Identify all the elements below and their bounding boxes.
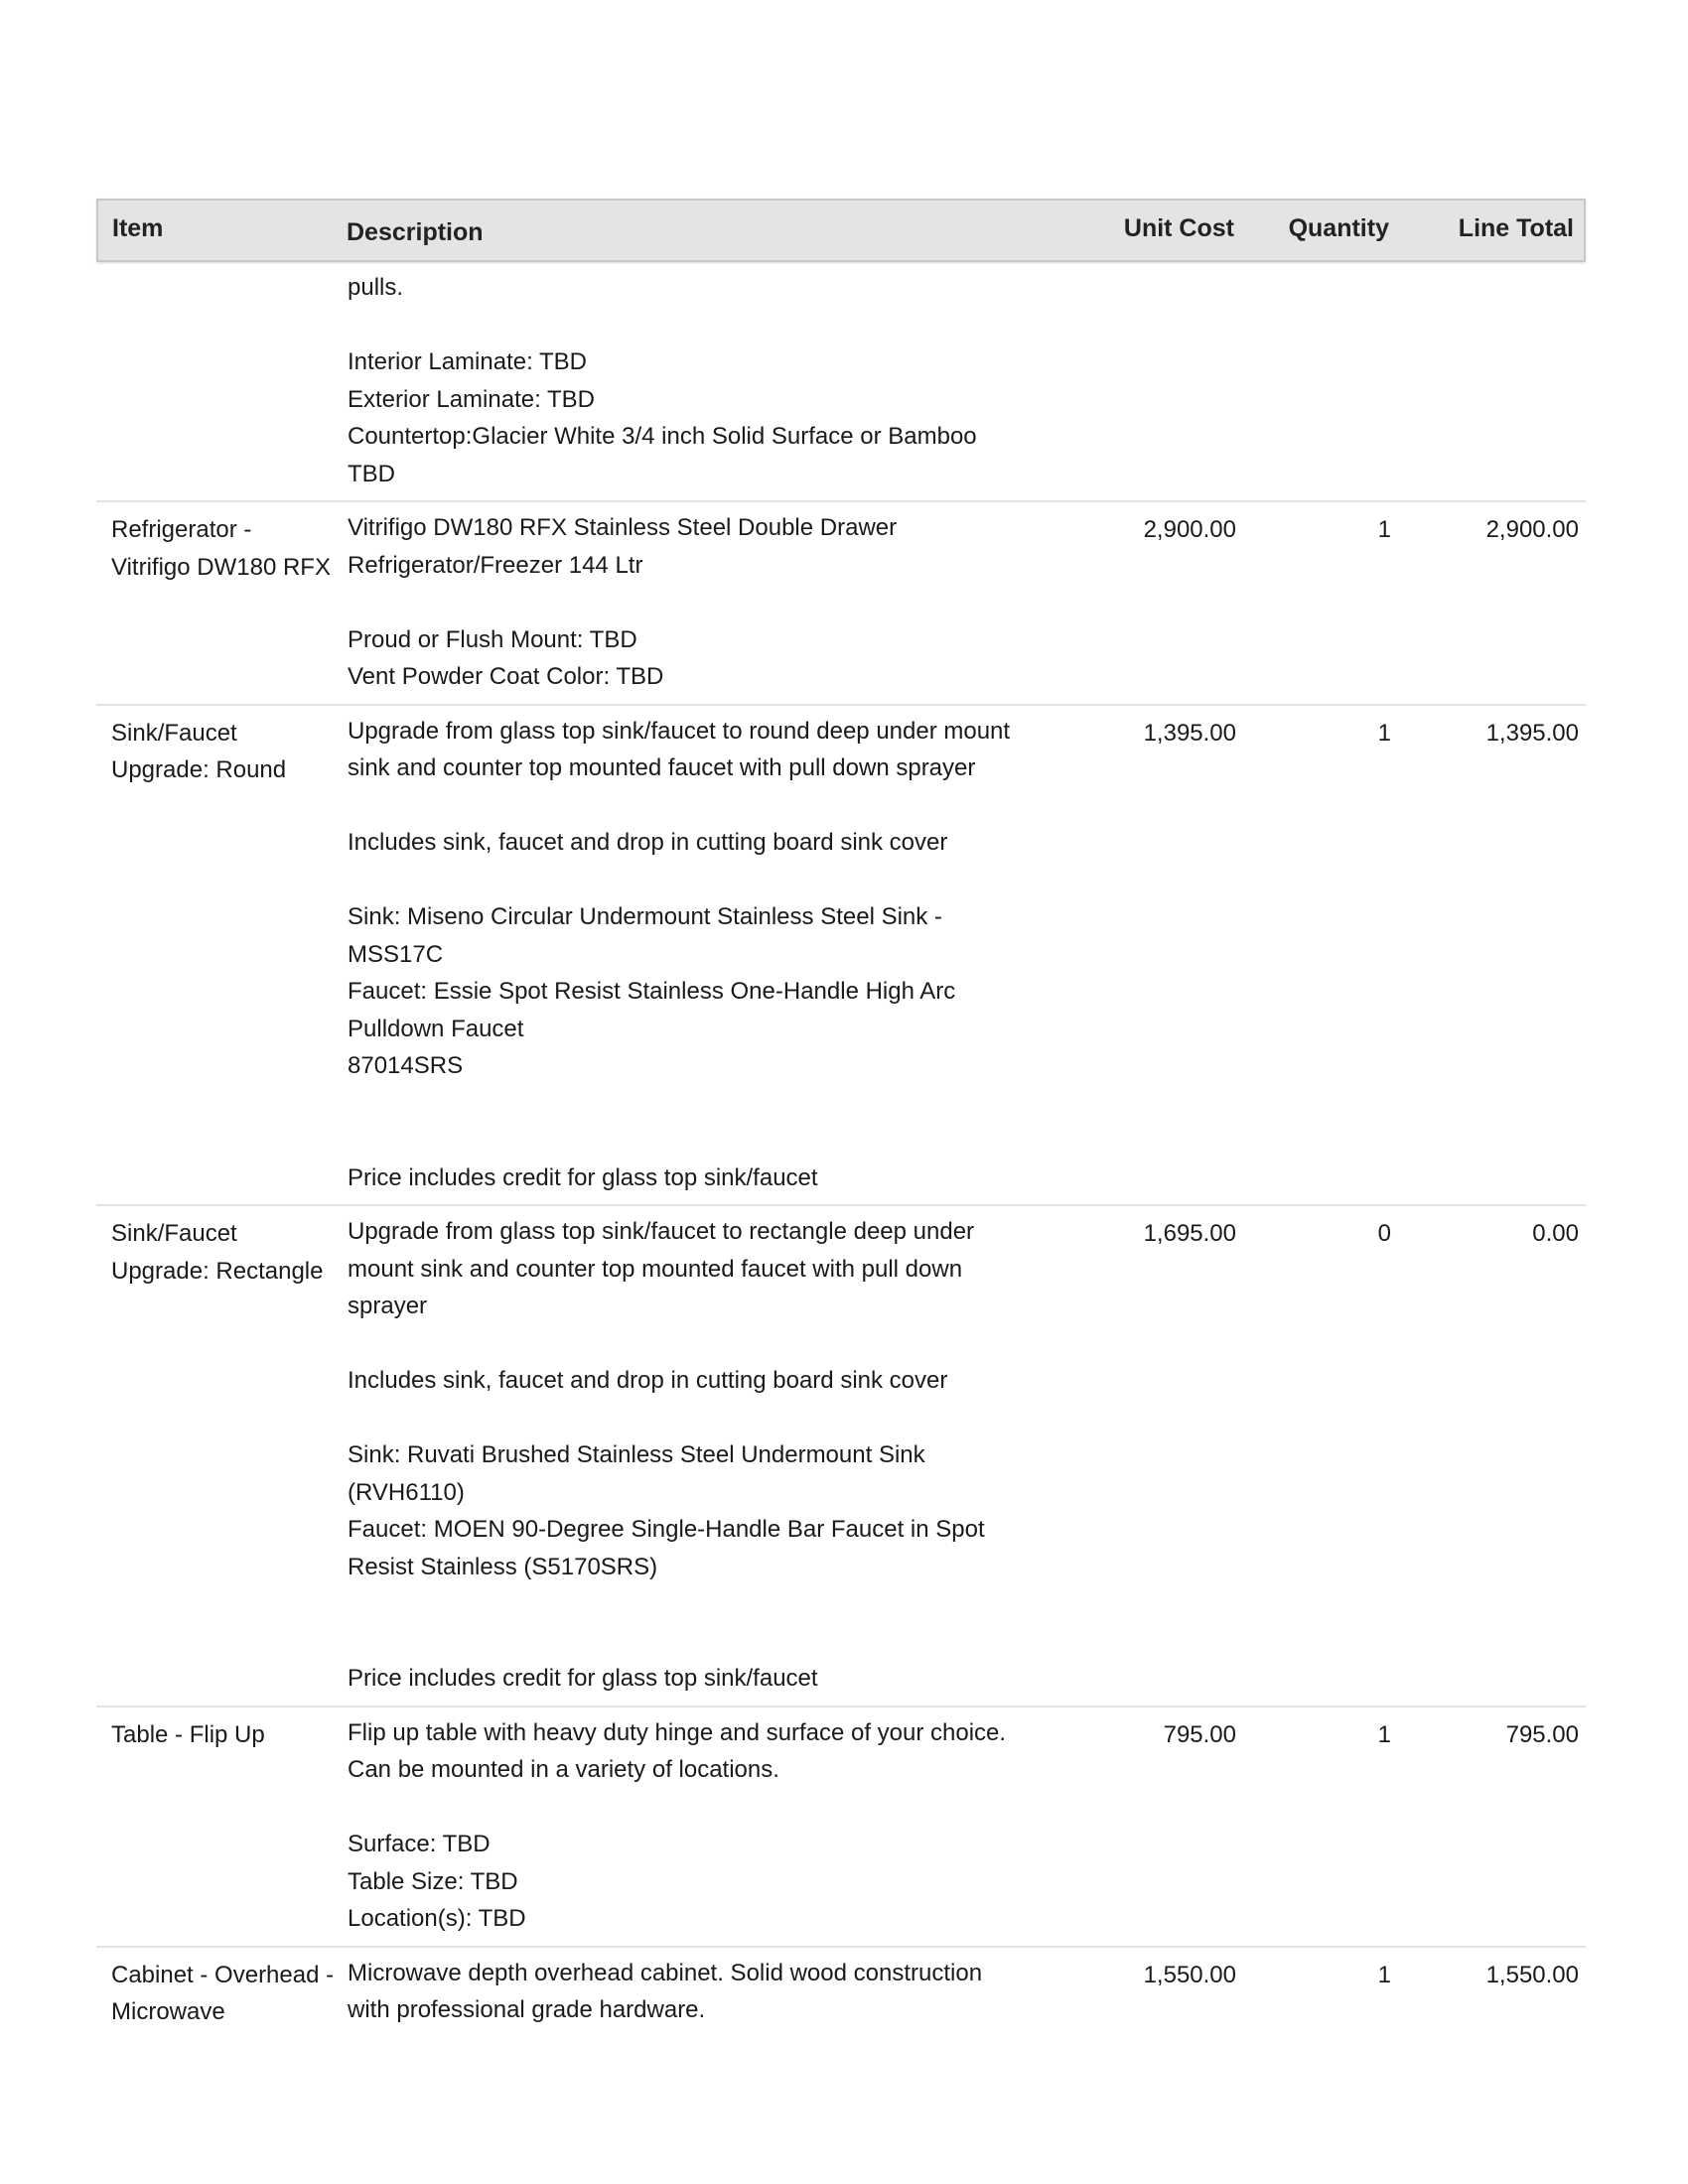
row-quantity: 0 xyxy=(1377,1220,1391,1247)
row-quantity: 1 xyxy=(1377,719,1391,747)
table-row xyxy=(96,706,1586,1207)
header-description: Description xyxy=(347,218,484,246)
row-line-total: 2,900.00 xyxy=(1485,516,1579,543)
row-line-total: 0.00 xyxy=(1532,1220,1579,1247)
row-line-total: 1,395.00 xyxy=(1485,719,1579,747)
row-line-total: 795.00 xyxy=(1505,1720,1579,1748)
row-description: Flip up table with heavy duty hinge and surface of your choice. Can be mounted in a variety of locations. Surface: TBD Table Size: TBD Location(s): TBD xyxy=(348,1718,1007,1932)
header-line-total: Line Total xyxy=(1458,214,1574,242)
header-quantity: Quantity xyxy=(1288,214,1389,242)
table-row xyxy=(96,1707,1586,1948)
row-quantity: 1 xyxy=(1377,1961,1391,1988)
header-unit-cost: Unit Cost xyxy=(1123,214,1234,242)
table-row xyxy=(96,1206,1586,1707)
row-description: Vitrifigo DW180 RFX Stainless Steel Double Drawer Refrigerator/Freezer 144 Ltr Proud or Flush Mount: TBD Vent Powder Coat Color: TBD xyxy=(348,514,898,690)
invoice-table xyxy=(96,199,1586,2037)
row-item: Cabinet - Overhead - Microwave xyxy=(111,1961,335,2025)
row-unit-cost: 1,695.00 xyxy=(1143,1220,1236,1247)
row-quantity: 1 xyxy=(1377,1720,1391,1748)
row-item: Sink/Faucet Upgrade: Round xyxy=(111,719,287,783)
table-row xyxy=(96,262,1586,502)
row-line-total: 1,550.00 xyxy=(1485,1961,1579,1988)
row-description: Upgrade from glass top sink/faucet to round deep under mount sink and counter top mounted faucet with pull down sprayer Includes sink, faucet and drop in cutting board sink cover Sink: Miseno Circular Undermount Stainless Steel Sink - MSS17C Faucet: Essie Spot Resist Stainless One-Handle High Arc Pulldown Faucet 87014SRS Price includes credit for glass top sink/faucet xyxy=(348,717,1011,1191)
row-description: pulls. Interior Laminate: TBD Exterior Laminate: TBD Countertop:Glacier White 3/4 inch Solid Surface or Bamboo TBD xyxy=(348,274,977,487)
table-row xyxy=(96,1948,1586,2037)
row-unit-cost: 2,900.00 xyxy=(1143,516,1236,543)
row-unit-cost: 1,395.00 xyxy=(1143,719,1236,747)
table-header xyxy=(96,199,1586,262)
row-description: Upgrade from glass top sink/faucet to rectangle deep under mount sink and counter top mounted faucet with pull down sprayer Includes sink, faucet and drop in cutting board sink cover Sink: Ruvati Brushed Stainless Steel Undermount Sink (RVH6110) Faucet: MOEN 90-Degree Single-Handle Bar Faucet in Spot Resist Stainless (S5170SRS) Price includes credit for glass top sink/faucet xyxy=(348,1218,985,1692)
table-row xyxy=(96,502,1586,706)
row-item: Sink/Faucet Upgrade: Rectangle xyxy=(111,1220,324,1285)
row-unit-cost: 1,550.00 xyxy=(1143,1961,1236,1988)
row-quantity: 1 xyxy=(1377,516,1391,543)
row-item: Refrigerator - Vitrifigo DW180 RFX xyxy=(111,516,331,581)
header-item: Item xyxy=(112,214,164,242)
row-item: Table - Flip Up xyxy=(111,1720,265,1748)
row-description: Microwave depth overhead cabinet. Solid wood construction with professional grade hardware. xyxy=(348,1959,983,2023)
row-unit-cost: 795.00 xyxy=(1163,1720,1236,1748)
